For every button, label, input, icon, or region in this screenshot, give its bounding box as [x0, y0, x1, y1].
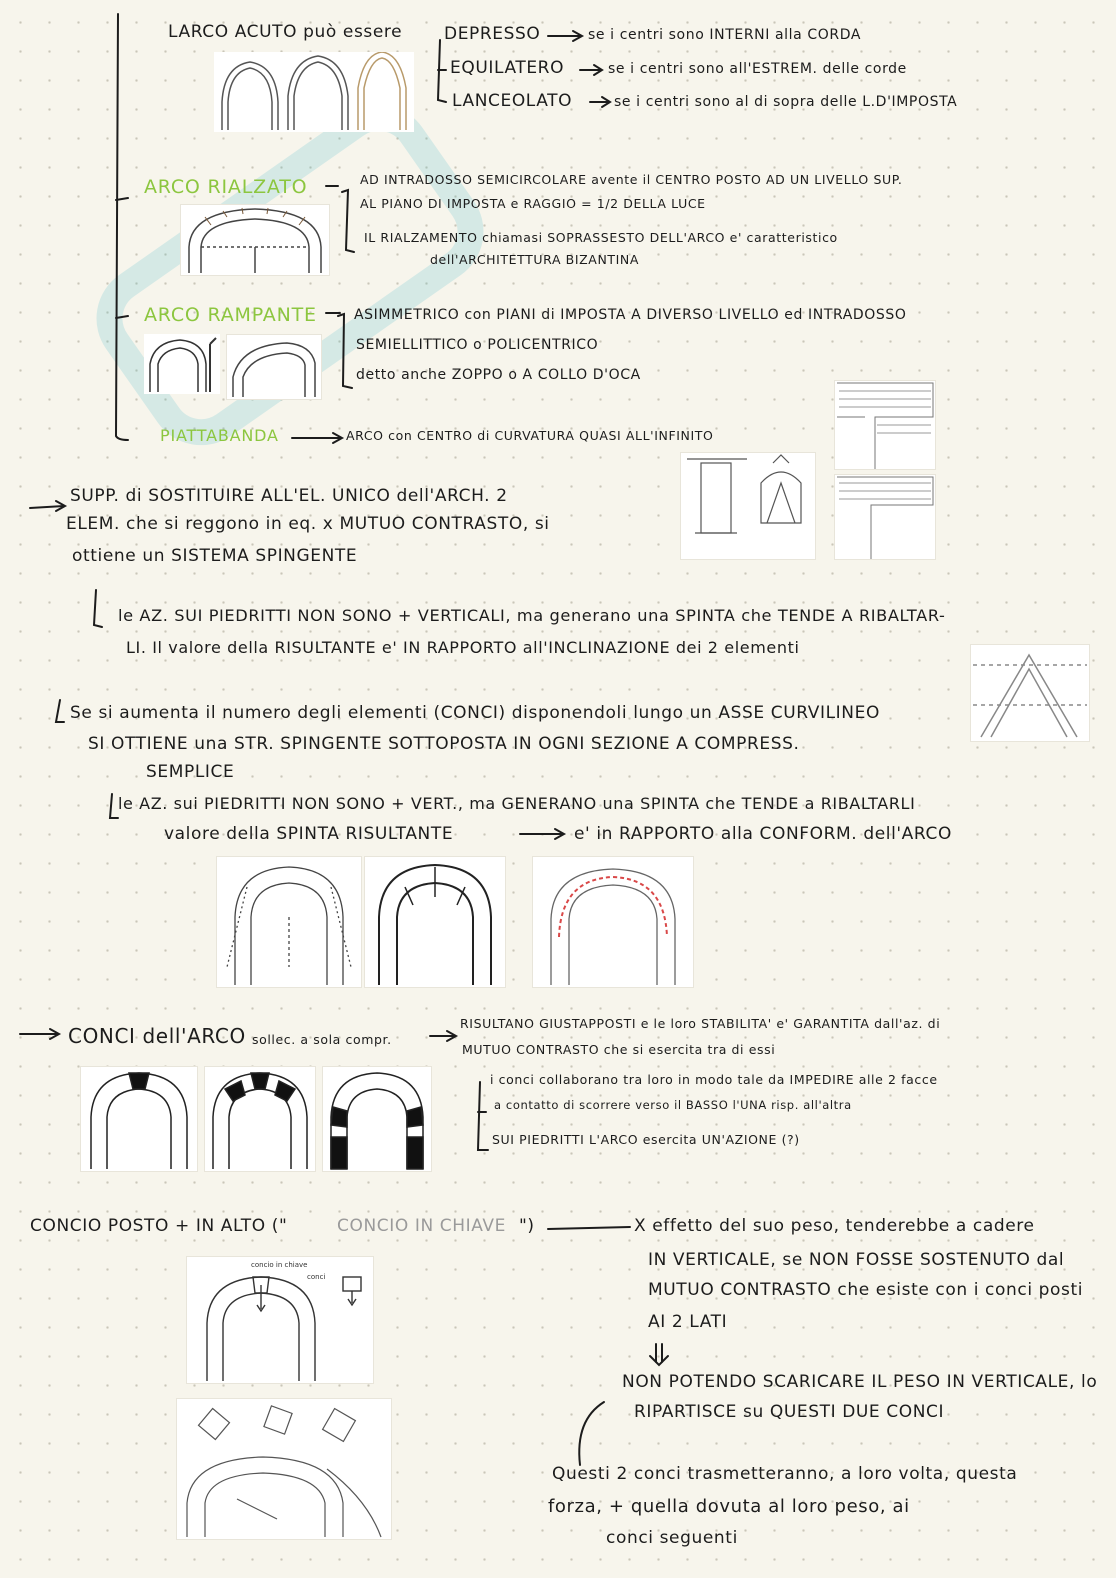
arco-rialzato-heading: ARCO RIALZATO	[144, 176, 308, 198]
effetto-peso-1: X effetto del suo peso, tenderebbe a cadere	[634, 1216, 1035, 1236]
conci-figure-1	[80, 1066, 198, 1172]
concio-in-chiave-label: CONCIO IN CHIAVE	[337, 1216, 506, 1236]
trasmetteranno-1: Questi 2 conci trasmetteranno, a loro volta, questa	[552, 1464, 1018, 1484]
depresso-desc: se i centri sono INTERNI alla CORDA	[588, 27, 862, 43]
semplice-label: SEMPLICE	[146, 762, 235, 782]
effetto-peso-2: IN VERTICALE, se NON FOSSE SOSTENUTO dal	[648, 1250, 1065, 1270]
rialzato-desc-3: IL RIALZAMENTO chiamasi SOPRASSESTO DELL'ARCO e' caratteristico	[364, 230, 838, 245]
depresso-label: DEPRESSO	[444, 24, 541, 44]
spinta-ribaltarli: le AZ. sui PIEDRITTI NON SONO + VERT., ma GENERANO una SPINTA che TENDE a RIBALTARLI	[118, 794, 916, 813]
arch-forces-figure-1	[216, 856, 362, 988]
effetto-peso-3: MUTUO CONTRASTO che esiste con i conci posti	[648, 1280, 1084, 1300]
arco-rampante-heading: ARCO RAMPANTE	[144, 304, 317, 326]
sistema-spingente-1: SUPP. di SOSTITUIRE ALL'EL. UNICO dell'ARCH. 2	[70, 486, 508, 506]
sollecitazione-label: sollec. a sola compr.	[252, 1032, 392, 1047]
effetto-peso-4: AI 2 LATI	[648, 1312, 728, 1332]
conci-giustapposti-1: RISULTANO GIUSTAPPOSTI e le loro STABILITA' e' GARANTITA dall'az. di	[460, 1016, 941, 1031]
piattabanda-heading: PIATTABANDA	[160, 426, 279, 445]
lanceolato-label: LANCEOLATO	[452, 91, 573, 111]
arco-rampante-figure-2	[226, 334, 322, 400]
spingente-figure	[680, 452, 816, 560]
non-potendo-2: RIPARTISCE su QUESTI DUE CONCI	[634, 1402, 945, 1422]
concio-chiave-figure	[186, 1256, 374, 1384]
rialzato-desc-2: AL PIANO DI IMPOSTA e RAGGIO = 1/2 DELLA LUCE	[360, 196, 706, 211]
conci-collaborano-1: i conci collaborano tra loro in modo tale da IMPEDIRE alle 2 facce	[490, 1072, 938, 1087]
trasmetteranno-2: forza, + quella dovuta al loro peso, ai	[548, 1496, 910, 1517]
equilatero-desc: se i centri sono all'ESTREM. delle corde	[608, 61, 907, 77]
rafters-figure	[970, 644, 1090, 742]
azione-piedritti-note: SUI PIEDRITTI L'ARCO esercita UN'AZIONE (?)	[492, 1132, 800, 1147]
trasmetteranno-3: conci seguenti	[606, 1528, 738, 1548]
rialzato-desc-4: dell'ARCHITETTURA BIZANTINA	[430, 252, 640, 267]
conci-figure-2	[204, 1066, 316, 1172]
equilatero-label: EQUILATERO	[450, 58, 565, 78]
pointed-arches-figure	[214, 52, 414, 132]
arch-forces-figure-2	[364, 856, 506, 988]
arco-rialzato-figure	[180, 204, 330, 276]
concio-posto-close: ")	[519, 1216, 535, 1236]
conci-distribuzione-figure	[176, 1398, 392, 1540]
rampante-desc-1: ASIMMETRICO con PIANI di IMPOSTA A DIVERSO LIVELLO ed INTRADOSSO	[354, 307, 907, 323]
azioni-piedritti-1: le AZ. SUI PIEDRITTI NON SONO + VERTICALI, ma generano una SPINTA che TENDE A RIBALTAR-	[118, 606, 946, 625]
arco-acuto-title: LARCO ACUTO può essere	[168, 22, 403, 42]
rampante-desc-3: detto anche ZOPPO o A COLLO D'OCA	[356, 367, 641, 383]
conci-caption: conci	[307, 1273, 326, 1281]
sistema-spingente-3: ottiene un SISTEMA SPINGENTE	[72, 546, 358, 566]
non-potendo-1: NON POTENDO SCARICARE IL PESO IN VERTICALE, lo	[622, 1372, 1098, 1392]
conci-figure-3	[322, 1066, 432, 1172]
piattabanda-figure-1	[834, 380, 936, 470]
arco-rampante-figure-1	[144, 334, 220, 394]
piattabanda-desc: ARCO con CENTRO di CURVATURA QUASI ALL'INFINITO	[346, 428, 714, 443]
keystone-caption: concio in chiave	[251, 1261, 308, 1269]
spinta-risultante: valore della SPINTA RISULTANTE	[164, 824, 454, 844]
azioni-piedritti-2: LI. Il valore della RISULTANTE e' IN RAPPORTO all'INCLINAZIONE dei 2 elementi	[126, 638, 800, 657]
conci-giustapposti-2: MUTUO CONTRASTO che si esercita tra di essi	[462, 1042, 776, 1057]
rialzato-desc-1: AD INTRADOSSO SEMICIRCOLARE avente il CENTRO POSTO AD UN LIVELLO SUP.	[360, 172, 903, 187]
spinta-rapporto: e' in RAPPORTO alla CONFORM. dell'ARCO	[574, 824, 952, 844]
conci-numero-1: Se si aumenta il numero degli elementi (CONCI) disponendoli lungo un ASSE CURVILINEO	[70, 703, 880, 723]
lanceolato-desc: se i centri sono al di sopra delle L.D'IMPOSTA	[614, 94, 958, 110]
rampante-desc-2: SEMIELLITTICO o POLICENTRICO	[356, 337, 599, 353]
piattabanda-figure-2	[834, 474, 936, 560]
conci-arco-heading: CONCI dell'ARCO	[68, 1024, 246, 1048]
concio-posto-text: CONCIO POSTO + IN ALTO ("	[30, 1216, 288, 1236]
sistema-spingente-2: ELEM. che si reggono in eq. x MUTUO CONTRASTO, si	[66, 514, 550, 534]
conci-numero-2: SI OTTIENE una STR. SPINGENTE SOTTOPOSTA IN OGNI SEZIONE A COMPRESS.	[88, 734, 800, 754]
arch-forces-figure-3	[532, 856, 694, 988]
conci-collaborano-2: a contatto di scorrere verso il BASSO l'UNA risp. all'altra	[494, 1098, 852, 1112]
